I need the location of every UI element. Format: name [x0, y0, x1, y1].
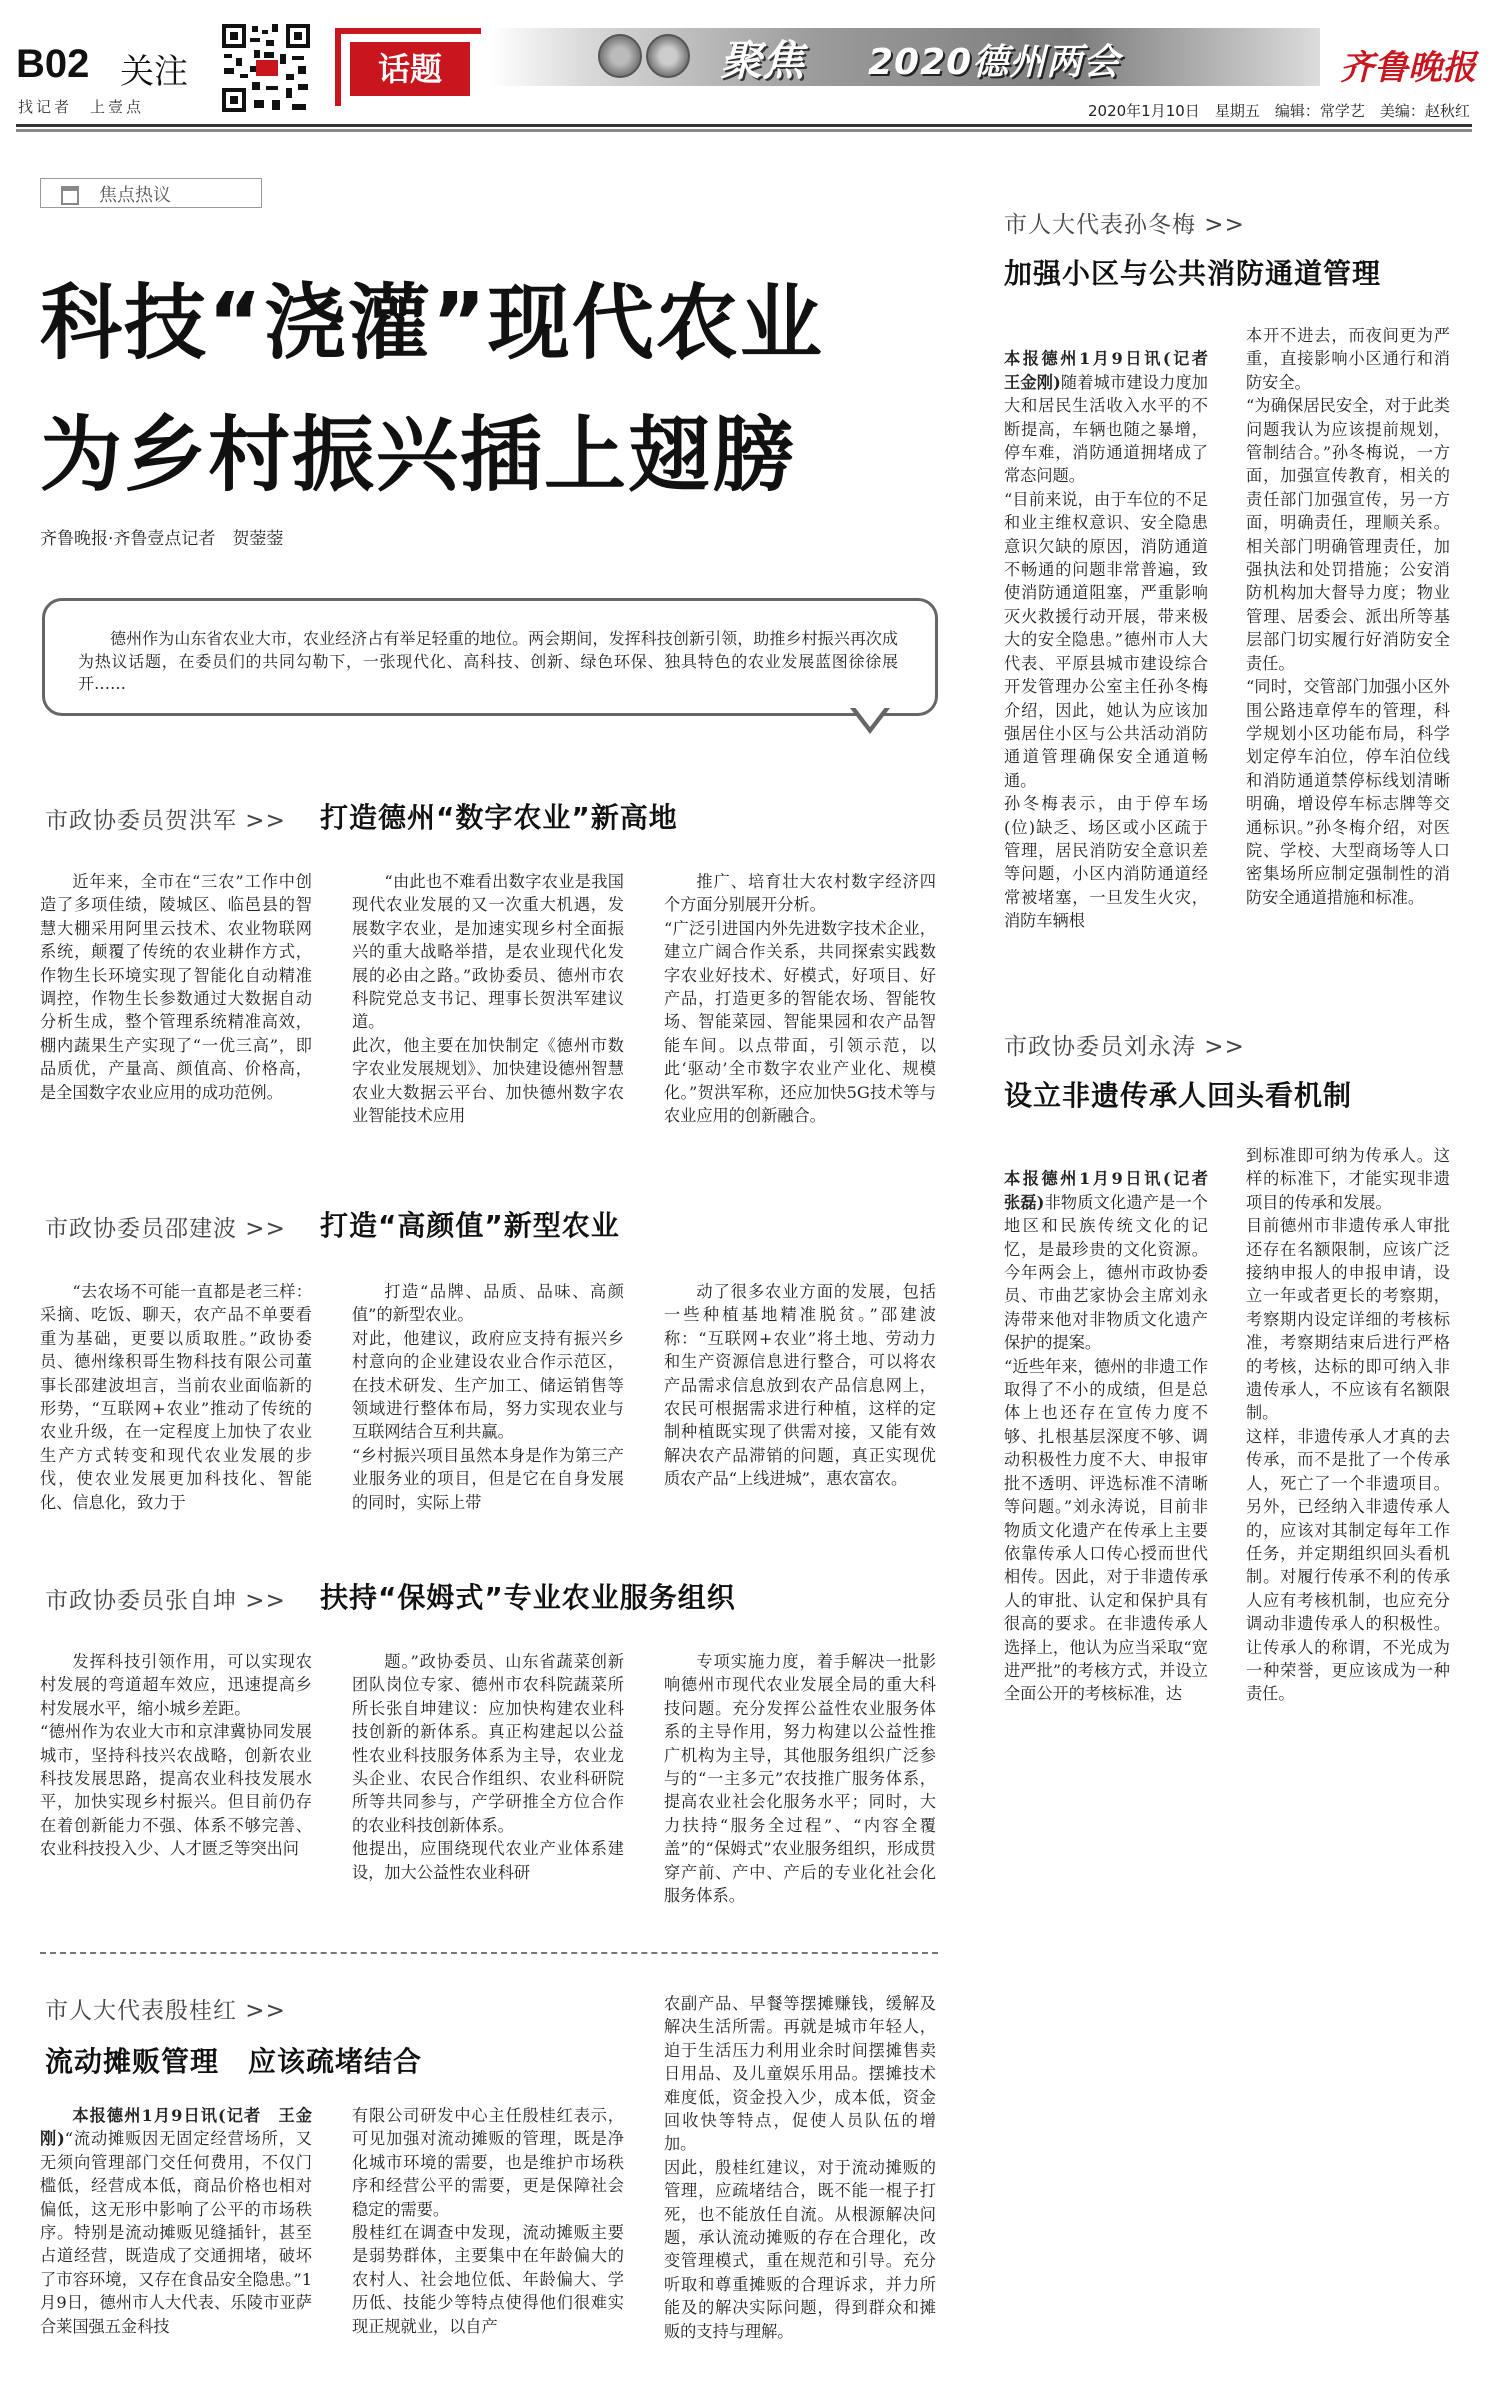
main-byline: 齐鲁晚报·齐鲁壹点记者 贺蓥蓥 — [40, 529, 284, 549]
page-code: B02 — [16, 42, 90, 86]
headline-line-2: 为乡村振兴插上翅膀 — [40, 408, 797, 503]
s1-title: 打造德州“数字农业”新高地 — [320, 801, 678, 834]
s2-col-1: “去农场不可能一直都是老三样：采摘、吃饭、聊天，农产品不单要看重为基础，更要以质取胜。”政协委员、德州缘积哥生物科技有限公司董事长邵建波坦言，当前农业面临新的形势，“互联网+农业”推动了传统的农业升级，在一定程度上加快了农业生产方式转变和现代农业发展的步伐，使农业发展更加科技化、智能化、信息化，致力于 — [40, 1282, 312, 1512]
s3-label: 市政协委员张自坤 >> — [45, 1588, 286, 1614]
newspaper-logo: 齐鲁晚报 — [1340, 48, 1476, 88]
page-header — [0, 0, 1488, 135]
s4-byline: 本报德州1月9日讯(记者 王金刚) — [40, 2106, 312, 2149]
s5-col-1 — [1004, 324, 1225, 986]
s6-col-1 — [1004, 1144, 1225, 1794]
banner-title: 2020德州两会 — [868, 42, 1121, 83]
s2-title: 打造“高颜值”新型农业 — [320, 1209, 620, 1242]
topic-tag-label: 话题 — [350, 42, 470, 96]
s1-label: 市政协委员贺洪军 >> — [45, 808, 286, 834]
column-label: 焦点热议 — [99, 185, 171, 206]
s1-col-3: 推广、培育壮大农村数字经济四个方面分别展开分析。 “广泛引进国内外先进数字技术企业，建立广阔合作关系，共同探索实践数字农业好技术、好模式，好项目、好产品，打造更多的智能农场、智能牧场、智能菜园、智能果园和农产品智能车间。以点带面，引领示范，以此‘驱动’全市数字农业产业化、规模化。”贺洪军称，还应加快5G技术等与农业应用的创新融合。 — [664, 872, 936, 1126]
dashed-divider — [40, 1952, 938, 1954]
issue-date: 2020年1月10日 — [1088, 102, 1200, 120]
column-label-icon — [61, 186, 79, 205]
header-rule — [16, 124, 1472, 132]
s3-title: 扶持“保姆式”专业农业服务组织 — [320, 1581, 736, 1614]
s6-col-1-text: 非物质文化遗产是一个地区和民族传统文化的记忆，是最珍贵的文化资源。今年两会上，德州市政协委员、市曲艺家协会主席刘永涛带来他对非物质文化遗产保护的提案。 “近些年来，德州的非遗工作取得了不小的成绩，但是总体上也还存在宣传力度不够、扎根基层深度不够、调动积极性力度不大、申报审批不透明、评选标准不清晰等问题。”刘永涛说，目前非物质文化遗产在传承上主要依靠传承人口传心授而世代相传。因此，对于非遗传承人的审批、认定和保护具有很高的要求。在非遗传承人选择上，他认为应当采取“宽进严批”的考核方式，并设立全面公开的考核标准，达 — [1004, 1192, 1208, 1704]
s2-col-3: 动了很多农业方面的发展，包括一些种植基地精准脱贫。”邵建波称：“互联网+农业”将土地、劳动力和生产资源信息进行整合，可以将农产品需求信息放到农产品信息网上，农民可根据需求进行种植，这样的定制种植既实现了供需对接，又能有效解决农产品滞销的问题，真正实现优质农产品“上线进城”，惠农富农。 — [664, 1282, 936, 1489]
intro-text: 德州作为山东省农业大市，农业经济占有举足轻重的地位。两会期间，发挥科技创新引领，助推乡村振兴再次成为热议话题，在委员们的共同勾勒下，一张现代化、高科技、创新、绿色环保、独具特色的农业发展蓝图徐徐展开…… — [78, 629, 898, 693]
s4-label: 市人大代表殷桂红 >> — [45, 1998, 286, 2024]
intro-bubble-tail-inner — [854, 706, 886, 727]
reporter-line: 找记者 上壹点 — [18, 98, 145, 116]
s5-col-2: 本开不进去，而夜间更为严重，直接影响小区通行和消防安全。 “为确保居民安全，对于此类问题我认为应该提前规划，管制结合。”孙冬梅说，一方面，加强宣传教育，相关的责任部门加强宣传，另一方面，明确责任，理顺关系。相关部门明确管理责任，加强执法和处罚措施；公安消防机构加大督导力度；物业管理、居委会、派出所等基层部门切实履行好消防安全责任。 “同时，交管部门加强小区外围公路违章停车的管理，科学规划小区功能布局，科学划定停车泊位，停车泊位线和消防通道禁停标线划清晰明确，增设停车标志牌等交通标识。”孙冬梅介绍，对医院、学校、大型商场等人口密集场所应制定强制性的消防安全通道措施和标准。 — [1246, 326, 1450, 907]
editor: 编辑：常学艺 — [1274, 102, 1365, 120]
headline-line-1: 科技“浇灌”现代农业 — [40, 276, 824, 371]
s5-label: 市人大代表孙冬梅 >> — [1004, 212, 1245, 238]
s4-col-3: 农副产品、早餐等摆摊赚钱，缓解及解决生活所需。再就是城市年轻人，迫于生活压力利用业余时间摆摊售卖日用品、及儿童娱乐用品。摆摊技术难度低，资金投入少，成本低，资金回收快等特点，促使人员队伍的增加。 因此，殷桂红建议，对于流动摊贩的管理，应疏堵结合，既不能一棍子打死，也不能放任自流。从根源解决问题，承认流动摊贩的存在合理化，改变管理模式，重在规范和引导。充分听取和尊重摊贩的合理诉求，并力所能及的解决实际问题，得到群众和摊贩的支持与理解。 — [664, 1994, 936, 2341]
column-label-box — [40, 178, 262, 208]
banner-calligraphy: 聚焦 — [720, 36, 805, 85]
s4-col-1-text: “流动摊贩因无固定经营场所，又无须向管理部门交任何费用，不仅门槛低，经营成本低，商品价格也相对偏低，这无形中影响了公平的市场秩序。特别是流动摊贩见缝插针，甚至占道经营，既造成了交通拥堵，破坏了市容环境，又存在食品安全隐患。”1月9日，德州市人大代表、乐陵市亚萨合莱国强五金科技 — [40, 2129, 312, 2336]
s4-col-2: 有限公司研发中心主任殷桂红表示，可见加强对流动摊贩的管理，既是净化城市环境的需要，也是维护市场秩序和经营公平的需要，更是保障社会稳定的需要。 殷桂红在调查中发现，流动摊贩主要是弱势群体，主要集中在年龄偏大的农村人、社会地位低、年龄偏大、学历低、技能少等特点使得他们很难实现正规就业，以自产 — [352, 2106, 624, 2336]
s3-col-1: 发挥科技引领作用，可以实现农村发展的弯道超车效应，迅速提高乡村发展水平，缩小城乡差距。 “德州作为农业大市和京津冀协同发展城市，坚持科技兴农战略，创新农业科技发展思路，提高农业科技发展水平，加快实现乡村振兴。但目前仍存在着创新能力不强、体系不够完善、农业科技投入少、人才匮乏等突出问 — [40, 1652, 312, 1859]
issue-info — [1088, 100, 1470, 121]
s4-col-1 — [40, 2104, 312, 2386]
s5-col-1-text: 随着城市建设力度加大和居民生活收入水平的不断提高，车辆也随之暴增，停车难，消防通道拥堵成了常态问题。 “目前来说，由于车位的不足和业主维权意识、安全隐患意识欠缺的原因，消防通道不畅通的问题非常普遍，致使消防通道阻塞，严重影响灭火救援行动开展，带来极大的安全隐患。”德州市人大代表、平原县城市建设综合开发管理办公室主任孙冬梅介绍，因此，她认为应该加强居住小区与公共活动消防通道管理确保安全通道畅通。 孙冬梅表示，由于停车场(位)缺乏、场区或小区疏于管理，居民消防安全意识差等问题，小区内消防通道经常被堵塞，一旦发生火灾，消防车辆根 — [1004, 372, 1208, 931]
s6-title: 设立非遗传承人回头看机制 — [1004, 1079, 1353, 1112]
emblem-icon — [598, 34, 642, 78]
emblem-icon-2 — [646, 34, 690, 78]
s1-col-1: 近年来，全市在“三农”工作中创造了多项佳绩，陵城区、临邑县的智慧大棚采用阿里云技术、农业物联网系统，颠覆了传统的农业耕作方式，作物生长环境实现了智能化自动精准调控，作物生长参数通过大数据自动分析生成，整个管理系统精准高效，棚内蔬果生产实现了“一优三高”，即品质优，产量高、颜值高、价格高，是全国数字农业应用的成功范例。 — [40, 872, 312, 1102]
s3-col-2: 题。”政协委员、山东省蔬菜创新团队岗位专家、德州市农科院蔬菜所所长张自坤建议：应加快构建农业科技创新的新体系。真正构建起以公益性农业科技服务体系为主导，农业龙头企业、农民合作组织、农业科研院所等共同参与，产学研推全方位合作的农业科技创新体系。 他提出，应围绕现代农业产业体系建设，加大公益性农业科研 — [352, 1652, 624, 1882]
s1-col-2: “由此也不难看出数字农业是我国现代农业发展的又一次重大机遇，发展数字农业，是加速实现乡村全面振兴的重大战略举措，是农业现代化发展的必由之路。”政协委员、德州市农科院党总支书记、理事长贺洪军建议道。 此次，他主要在加快制定《德州市数字农业发展规划》、加快建设德州智慧农业大数据云平台、加快德州数字农业智能技术应用 — [352, 872, 624, 1126]
s6-col-2: 到标准即可纳为传承人。这样的标准下，才能实现非遗项目的传承和发展。 目前德州市非遗传承人审批还存在名额限制，应该广泛接纳申报人的申报申请，设立一年或者更长的考察期，考察期内设定详细的考核标准，考察期结束后进行严格的考核，达标的即可纳入非遗传承人，不应该有名额限制。 这样，非遗传承人才真的去传承，而不是批了一个传承人，死亡了一个非遗项目。另外，已经纳入非遗传承人的，应该对其制定每年工作任务，并定期组织回头看机制。对履行传承不利的传承人应有考核机制，也应充分调动非遗传承人的积极性。让传承人的称谓，不光成为一种荣誉，更应该成为一种责任。 — [1246, 1146, 1450, 1704]
s3-col-3: 专项实施力度，着手解决一批影响德州市现代农业发展全局的重大科技问题。充分发挥公益性农业服务体系的主导作用，努力构建以公益性推广机构为主导，其他服务组织广泛参与的“一主多元”农技推广服务体系，提高农业社会化服务水平；同时，大力扶持“服务全过程”、“内容全覆盖”的“保姆式”农业服务组织，形成贯穿产前、产中、产后的专业化社会化服务体系。 — [664, 1652, 936, 1906]
s2-col-2: 打造“品牌、品质、品味、高颜值”的新型农业。 对此，他建议，政府应支持有振兴乡村意向的企业建设农业合作示范区，在技术研发、生产加工、储运销售等领域进行整体布局，努力实现农业与互联网结合互利共赢。 “乡村振兴项目虽然本身是作为第三产业服务业的项目，但是它在自身发展的同时，实际上带 — [352, 1282, 624, 1512]
s6-byline: 本报德州1月9日讯(记者 张磊) — [1004, 1169, 1225, 1212]
s2-label: 市政协委员邵建波 >> — [45, 1216, 286, 1242]
qr-code — [220, 22, 312, 114]
s5-title: 加强小区与公共消防通道管理 — [1004, 257, 1382, 290]
designer: 美编：赵秋红 — [1379, 102, 1470, 120]
issue-weekday: 星期五 — [1214, 102, 1260, 120]
section-name: 关注 — [120, 52, 188, 92]
s4-title: 流动摊贩管理 应该疏堵结合 — [45, 2045, 423, 2078]
s6-label: 市政协委员刘永涛 >> — [1004, 1034, 1245, 1060]
s5-byline: 本报德州1月9日讯(记者 王金刚) — [1004, 349, 1225, 392]
